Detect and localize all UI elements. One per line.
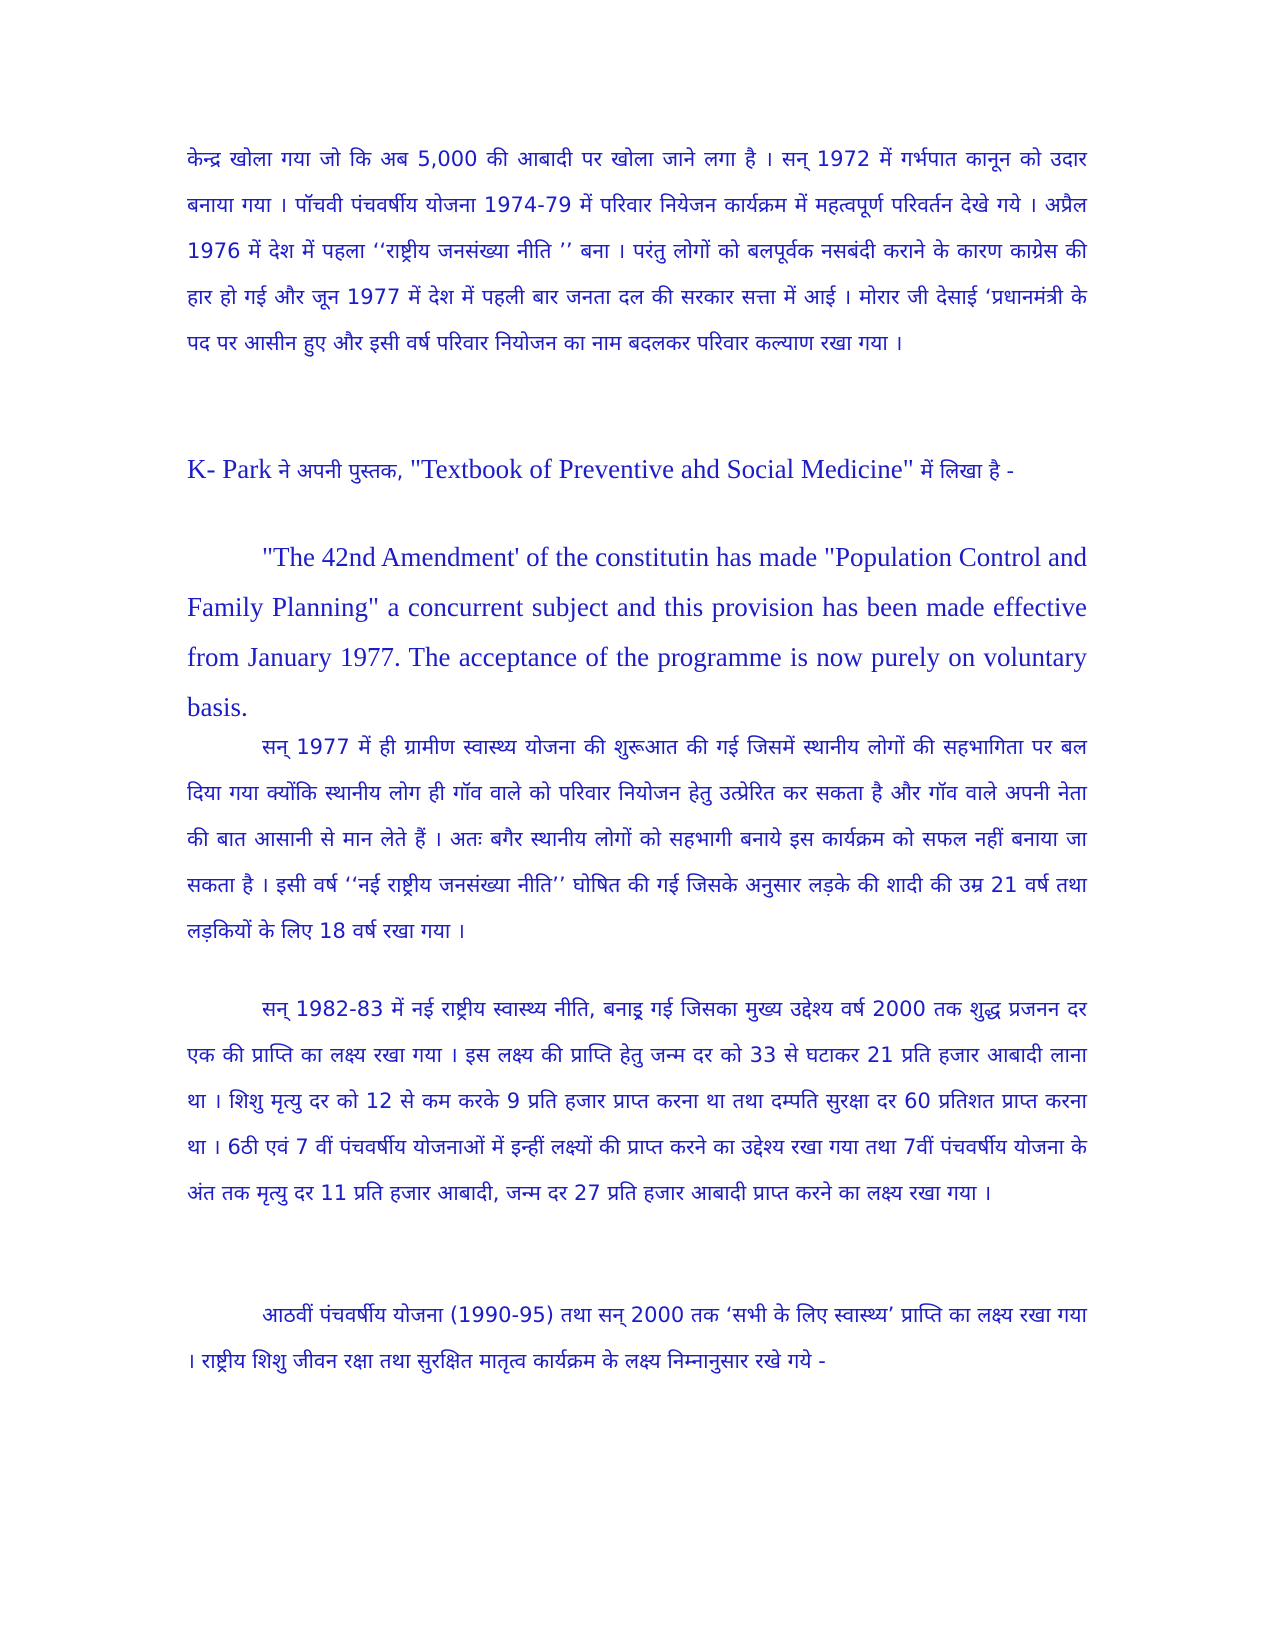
citation-suffix: में लिखा है - [913, 459, 1015, 483]
english-quote-block [187, 532, 1087, 732]
paragraph-family-planning-history: केन्द्र खोला गया जो कि अब 5,000 की आबादी पर खोला जाने लगा है । सन् 1972 में गर्भपात कानून को उदार बनाया गया । पॉचवी पंचवर्षीय योजना 1974-79 में परिवार नियेजन कार्यक्रम में महत्वपूर्ण परिवर्तन देखे गये । अप्रैल 1976 में देश में पहला ‘‘राष्ट्रीय जनसंख्या नीति ’’ बना । परंतु लोगों को बलपूर्वक नसबंदी कराने के कारण काग्रेस की हार हो गई और जून 1977 में देश में पहली बार जनता दल की सरकार सत्ता में आई । मोरार जी देसाई ‘प्रधानमंत्री के पद पर आसीन हुए और इसी वर्ष परिवार नियोजन का नाम बदलकर परिवार कल्याण रखा गया । [187, 147, 1087, 355]
rural-health-block [187, 724, 1087, 954]
book-title: "Textbook of Preventive ahd Social Medicine" [410, 454, 914, 484]
english-quote: "The 42nd Amendment' of the constitutin has made "Population Control and Family Planning" a concurrent subject and this provision has been made effective from January 1977. The acceptance of the programme is now purely on voluntary basis. [187, 542, 1087, 722]
paragraph-national-health-policy: सन् 1982-83 में नई राष्ट्रीय स्वास्थ्य नीति, बनाइ्र गई जिसका मुख्य उद्देश्य वर्ष 2000 तक शुद्ध प्रजनन दर एक की प्राप्ति का लक्ष्य रखा गया । इस लक्ष्य की प्राप्ति हेतु जन्म दर को 33 से घटाकर 21 प्रति हजार आबादी लाना था । शिशु मृत्यु दर को 12 से कम करके 9 प्रति हजार प्राप्त करना था तथा दम्पति सुरक्षा दर 60 प्रतिशत प्राप्त करना था । 6ठी एवं 7 वीं पंचवर्षीय योजनाओं में इन्हीं लक्ष्यों की प्राप्त करने का उद्देश्य रखा गया तथा 7वीं पंचवर्षीय योजना के अंत तक मृत्यु दर 11 प्रति हजार आबादी, जन्म दर 27 प्रति हजार आबादी प्राप्त करने का लक्ष्य रखा गया । [187, 997, 1087, 1205]
citation-intro [187, 446, 1087, 494]
health-policy-block [187, 986, 1087, 1216]
author-name: K- Park [187, 454, 272, 484]
paragraph-rural-health-scheme: सन् 1977 में ही ग्रामीण स्वास्थ्य योजना की शुरूआत की गई जिसमें स्थानीय लोगों की सहभागिता पर बल दिया गया क्योंकि स्थानीय लोग ही गॉव वाले को परिवार नियोजन हेतु उत्प्रेरित कर सकता है और गॉव वाले अपनी नेता की बात आसानी से मान लेते हैं । अतः बगैर स्थानीय लोगों को सहभागी बनाये इस कार्यक्रम को सफल नहीं बनाया जा सकता है । इसी वर्ष ‘‘नई राष्ट्रीय जनसंख्या नीति’’ घोषित की गई जिसके अनुसार लड़के की शादी की उम्र 21 वर्ष तथा लड़कियों के लिए 18 वर्ष रखा गया । [187, 735, 1087, 943]
text-column [187, 136, 1087, 366]
citation-connector: ने अपनी पुस्तक, [271, 459, 411, 483]
paragraph-eighth-five-year-plan: आठवीं पंचवर्षीय योजना (1990-95) तथा सन् 2000 तक ‘सभी के लिए स्वास्थ्य’ प्राप्ति का लक्ष्य रखा गया । राष्ट्रीय शिशु जीवन रक्षा तथा सुरक्षित मातृत्व कार्यक्रम के लक्ष्य निम्नानुसार रखे गये - [187, 1303, 1087, 1373]
eighth-plan-block [187, 1292, 1087, 1384]
